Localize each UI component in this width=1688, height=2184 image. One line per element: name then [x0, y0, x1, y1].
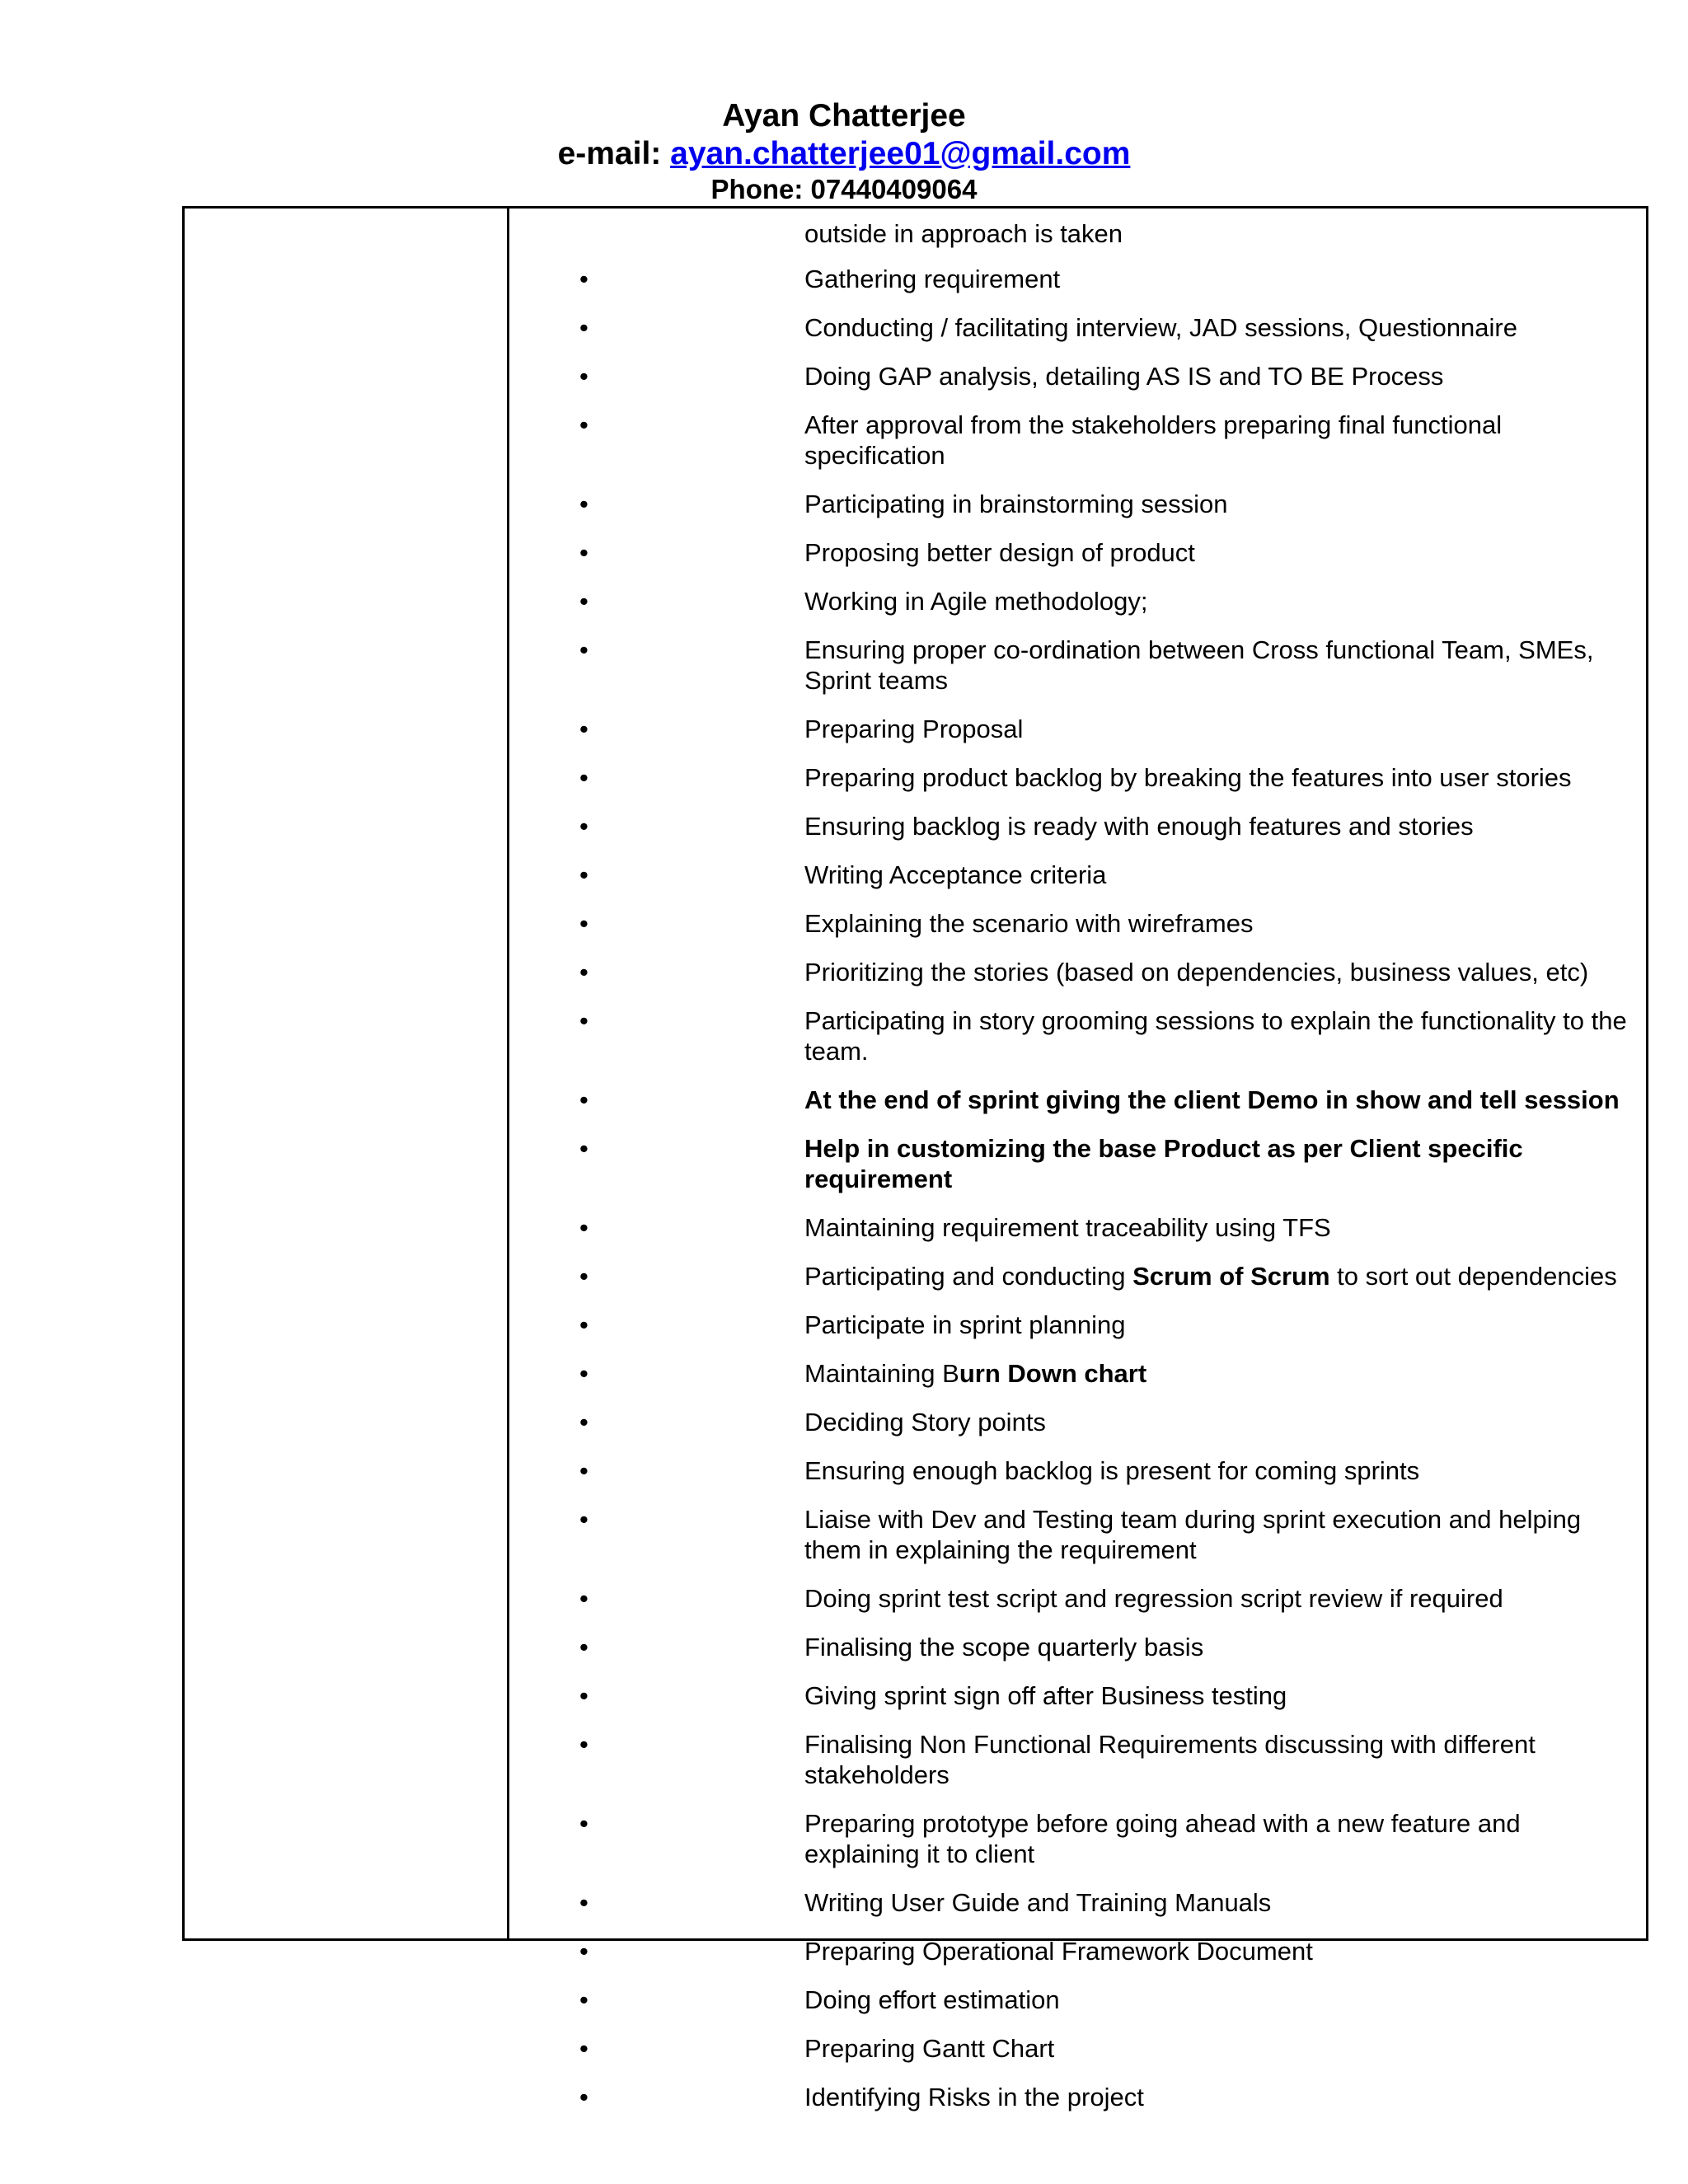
list-item-text: Participating in brainstorming session	[804, 490, 1228, 518]
list-item-text: Writing Acceptance criteria	[804, 860, 1107, 889]
bullet-icon: •	[579, 313, 588, 342]
list-item-text: Ensuring proper co-ordination between Cross functional Team, SMEs, Sprint teams	[804, 635, 1594, 695]
email-line	[0, 135, 1688, 173]
bullet-icon: •	[579, 1134, 588, 1163]
list-item-text: Explaining the scenario with wireframes	[804, 909, 1254, 938]
list-item	[509, 2082, 1646, 2112]
bullet-icon: •	[579, 490, 588, 518]
list-item-text: After approval from the stakeholders preparing final functional specification	[804, 410, 1503, 470]
list-item-text: Identifying Risks in the project	[804, 2083, 1144, 2111]
bullet-icon: •	[579, 909, 588, 938]
bullet-icon: •	[579, 1408, 588, 1436]
list-item	[509, 957, 1646, 987]
bullet-icon: •	[579, 1213, 588, 1242]
list-item-text: Participating and conducting	[804, 1262, 1133, 1291]
bullet-icon: •	[579, 958, 588, 987]
list-item	[509, 489, 1646, 519]
list-item	[509, 1985, 1646, 2015]
bullet-icon: •	[579, 1310, 588, 1339]
list-item	[509, 908, 1646, 939]
bullet-icon: •	[579, 1809, 588, 1838]
list-item-text: Ensuring backlog is ready with enough features and stories	[804, 812, 1474, 841]
email-link[interactable]: ayan.chatterjee01@gmail.com	[670, 136, 1131, 171]
list-item	[509, 1085, 1646, 1115]
bullet-icon: •	[579, 1584, 588, 1613]
bullet-icon: •	[579, 635, 588, 664]
bullet-icon: •	[579, 1505, 588, 1534]
list-item-text: Preparing product backlog by breaking the features into user stories	[804, 763, 1572, 792]
list-item	[509, 1680, 1646, 1711]
list-item-text: Preparing Gantt Chart	[804, 2034, 1055, 2063]
responsibility-list	[509, 264, 1646, 2130]
bullet-icon: •	[579, 1006, 588, 1035]
list-item-bold-text: At the end of sprint giving the client Demo in show and tell session	[804, 1085, 1620, 1114]
list-item	[509, 1133, 1646, 1194]
bullet-icon: •	[579, 1085, 588, 1114]
bullet-icon: •	[579, 1985, 588, 2014]
list-item	[509, 1310, 1646, 1340]
list-item-text: Maintaining B	[804, 1359, 959, 1388]
list-item	[509, 1407, 1646, 1437]
list-item-text: Finalising the scope quarterly basis	[804, 1633, 1204, 1661]
bullet-icon: •	[579, 715, 588, 743]
list-item-text: Participating in story grooming sessions to explain the functionality to the team.	[804, 1006, 1627, 1066]
bullet-icon: •	[579, 587, 588, 616]
list-item-text: Finalising Non Functional Requirements discussing with different stakeholders	[804, 1730, 1536, 1789]
list-item	[509, 1887, 1646, 1918]
list-item	[509, 1358, 1646, 1389]
bullet-icon: •	[579, 1456, 588, 1485]
list-item-text: Preparing Proposal	[804, 715, 1024, 743]
list-item-bold-text: Help in customizing the base Product as per Client specific requirement	[804, 1134, 1523, 1193]
bullet-icon: •	[579, 2034, 588, 2063]
bullet-icon: •	[579, 1937, 588, 1966]
left-column-cell	[185, 209, 509, 1938]
list-item	[509, 860, 1646, 890]
list-item	[509, 2033, 1646, 2064]
list-item-bold-text: Scrum of Scrum	[1132, 1262, 1330, 1291]
list-item-text: Writing User Guide and Training Manuals	[804, 1888, 1272, 1917]
list-item-text: Conducting / facilitating interview, JAD sessions, Questionnaire	[804, 313, 1517, 342]
list-item-text: Gathering requirement	[804, 265, 1061, 293]
list-item-text: Doing GAP analysis, detailing AS IS and TO BE Process	[804, 362, 1444, 391]
list-item	[509, 586, 1646, 616]
list-item-text: Ensuring enough backlog is present for coming sprints	[804, 1456, 1420, 1485]
bullet-icon: •	[579, 1262, 588, 1291]
list-item	[509, 537, 1646, 568]
bullet-icon: •	[579, 812, 588, 841]
list-item-text: Participate in sprint planning	[804, 1310, 1126, 1339]
list-item-bold-text: urn Down chart	[959, 1359, 1147, 1388]
list-item-text: Maintaining requirement traceability using TFS	[804, 1213, 1331, 1242]
list-item	[509, 1583, 1646, 1614]
bullet-icon: •	[579, 1681, 588, 1710]
bullet-icon: •	[579, 265, 588, 293]
list-item-text: to sort out dependencies	[1329, 1262, 1617, 1291]
list-item	[509, 264, 1646, 294]
list-item-text: Doing sprint test script and regression script review if required	[804, 1584, 1503, 1613]
bullet-icon: •	[579, 1888, 588, 1917]
bullet-icon: •	[579, 1730, 588, 1759]
list-item-text: Deciding Story points	[804, 1408, 1046, 1436]
list-item	[509, 1808, 1646, 1869]
list-item	[509, 811, 1646, 841]
list-item	[509, 1504, 1646, 1565]
list-item	[509, 635, 1646, 696]
bullet-icon: •	[579, 1359, 588, 1388]
list-item	[509, 312, 1646, 343]
list-item	[509, 1212, 1646, 1243]
list-item	[509, 1632, 1646, 1662]
bullet-icon: •	[579, 538, 588, 567]
right-column-cell	[509, 209, 1646, 2111]
list-item-text: Preparing prototype before going ahead with a new feature and explaining it to client	[804, 1809, 1521, 1868]
list-item-text: Preparing Operational Framework Document	[804, 1937, 1313, 1966]
list-item	[509, 410, 1646, 471]
list-item	[509, 1005, 1646, 1066]
list-item	[509, 1729, 1646, 1790]
bullet-icon: •	[579, 362, 588, 391]
list-item-text: Working in Agile methodology;	[804, 587, 1148, 616]
list-item	[509, 1455, 1646, 1486]
candidate-name: Ayan Chatterjee	[722, 98, 966, 134]
bullet-icon: •	[579, 2083, 588, 2111]
continuation-text: outside in approach is taken	[804, 219, 1123, 248]
list-item	[509, 1936, 1646, 1966]
bullet-icon: •	[579, 860, 588, 889]
phone-number: Phone: 07440409064	[710, 174, 978, 204]
list-item-text: Liaise with Dev and Testing team during sprint execution and helping them in explaining the requirement	[804, 1505, 1582, 1564]
experience-table	[182, 206, 1648, 2111]
resume-header	[0, 97, 1688, 206]
list-item	[509, 714, 1646, 744]
list-item	[509, 762, 1646, 793]
list-item-text: Prioritizing the stories (based on dependencies, business values, etc)	[804, 958, 1589, 987]
email-label: e-mail:	[557, 136, 671, 171]
bullet-icon: •	[579, 1633, 588, 1661]
list-item-text: Proposing better design of product	[804, 538, 1195, 567]
list-item	[509, 361, 1646, 391]
bullet-icon: •	[579, 763, 588, 792]
list-item-text: Giving sprint sign off after Business testing	[804, 1681, 1287, 1710]
list-item	[509, 1261, 1646, 1291]
list-item-text: Doing effort estimation	[804, 1985, 1060, 2014]
bullet-icon: •	[579, 410, 588, 439]
